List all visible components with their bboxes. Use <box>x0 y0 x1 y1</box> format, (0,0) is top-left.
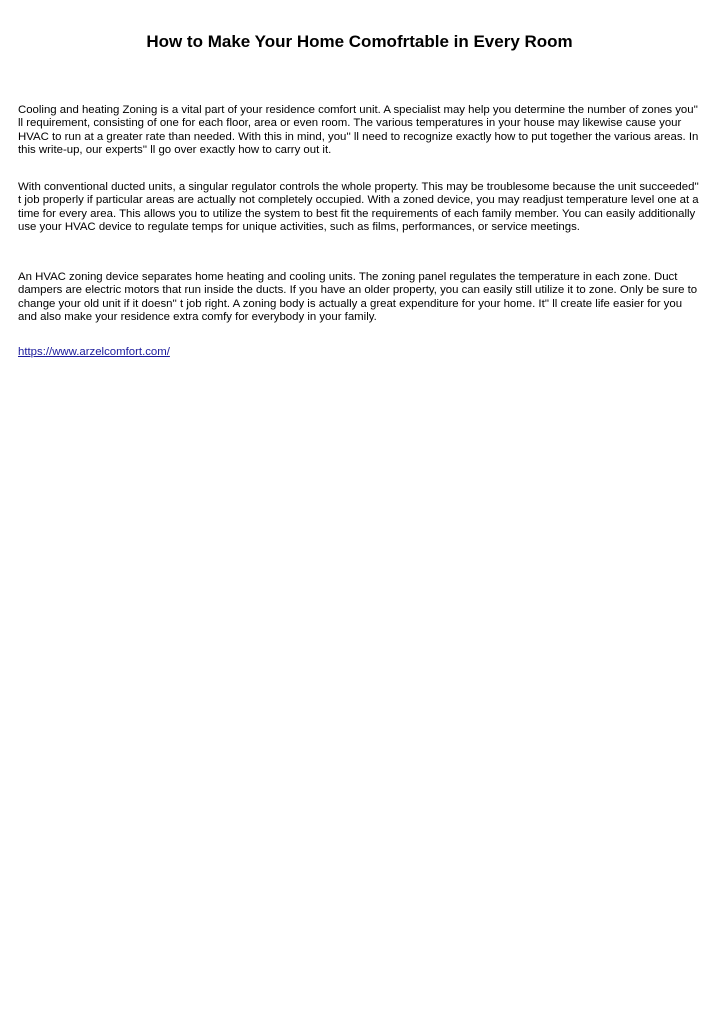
document-title: How to Make Your Home Comofrtable in Every Room <box>146 32 573 51</box>
paragraph-conventional-units: With conventional ducted units, a singular regulator controls the whole property. This may be troublesome because the unit succeeded'' t job properly if particular areas are actually not completely occupied. With a zoned device, you may readjust temperature level one at a time for every area. This allows you to utilize the system to best fit the requirements of each family member. You can easily additionally use your HVAC device to regulate temps for unique activities, such as films, performances, or service meetings. <box>18 181 699 234</box>
paragraph-zoning-device: An HVAC zoning device separates home heating and cooling units. The zoning panel regulates the temperature in each zone. Duct dampers are electric motors that run inside the ducts. If you have an older property, you can easily still utilize it to zone. Only be sure to change your old unit if it doesn'' t job right. A zoning body is actually a great expenditure for your home. It'' ll create life easier for you and also make your residence extra comfy for everybody in your family. <box>18 271 698 324</box>
source-link[interactable]: https://www.arzelcomfort.com/ <box>18 346 170 358</box>
paragraph-zoning-intro: Cooling and heating Zoning is a vital part of your residence comfort unit. A specialist may help you determine the number of zones you'' ll requirement, consisting of one for each floor, area or even room. The various temperatures in your house may likewise cause your HVAC to run at a greater rate than needed. With this in mind, you'' ll need to recognize exactly how to put together the various areas. In this write-up, our experts'' ll go over exactly how to carry out it. <box>18 104 699 157</box>
